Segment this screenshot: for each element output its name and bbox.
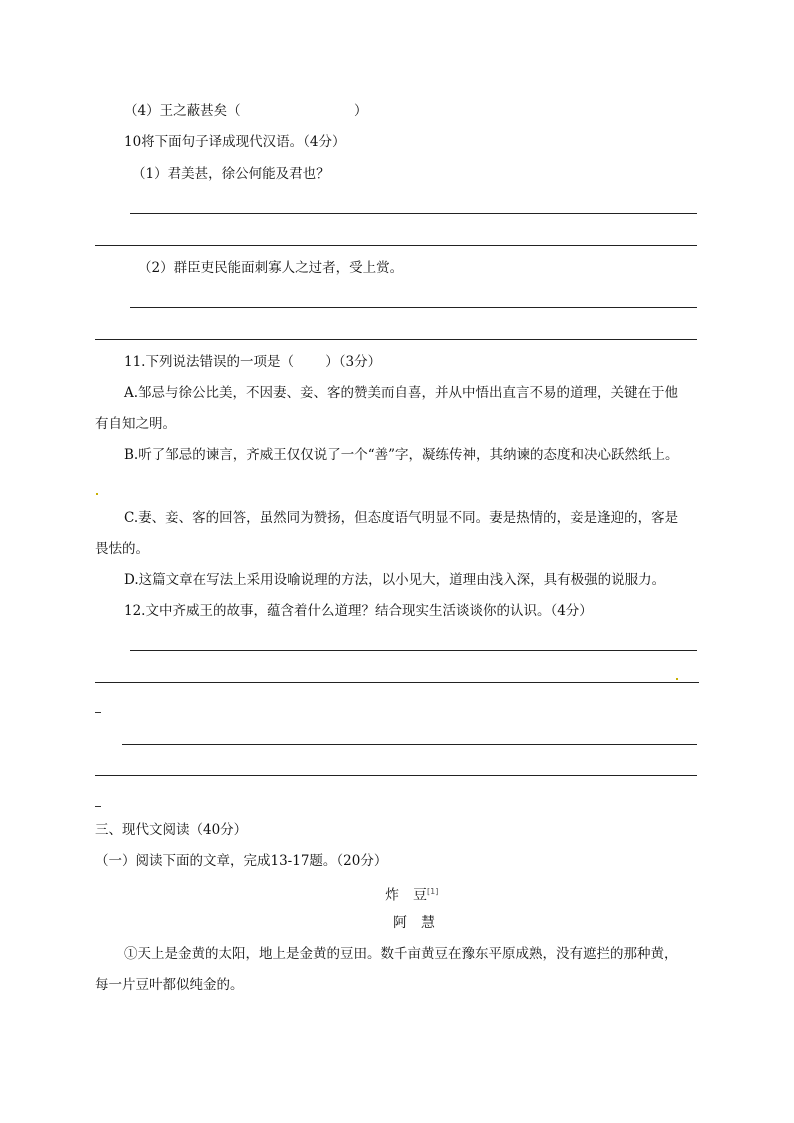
q10-title: 10将下面句子译成现代汉语。（4分） — [124, 134, 346, 150]
q11-option-d: D.这篇文章在写法上采用设喻说理的方法，以小见大，道理由浅入深，具有极强的说服力。 — [124, 572, 666, 588]
section3-heading: 三、现代文阅读（40分） — [95, 822, 248, 838]
q11-option-c-cont: 畏怯的。 — [95, 541, 149, 557]
article-title — [385, 883, 438, 905]
answer-line[interactable] — [95, 245, 697, 246]
stray-mark — [676, 678, 678, 680]
answer-line[interactable] — [130, 650, 697, 651]
dash-mark — [95, 712, 101, 713]
q11-option-b: B.听了邹忌的谏言，齐威王仅仅说了一个“善”字，凝练传神，其纳谏的态度和决心跃然纸上。 — [124, 447, 679, 463]
q11-title: 11.下列说法错误的一项是（ ）（3分） — [124, 354, 382, 370]
q9-item4-close: ） — [354, 103, 368, 119]
q11-option-a: A.邹忌与徐公比美，不因妻、妾、客的赞美而自喜，并从中悟出直言不易的道理，关键在于他 — [124, 385, 679, 401]
article-paragraph1: ①天上是金黄的太阳，地上是金黄的豆田。数千亩黄豆在豫东平原成熟，没有遮拦的那种黄， — [124, 946, 678, 962]
article-title-text: 炸 豆 — [385, 887, 427, 904]
section3-subheading: （一）阅读下面的文章，完成13-17题。（20分） — [95, 853, 388, 869]
q10-sentence2: （2）群臣吏民能面刺寡人之过者，受上赏。 — [138, 260, 404, 276]
article-author: 阿 慧 — [393, 915, 435, 931]
answer-line[interactable] — [130, 213, 697, 214]
article-title-note: [1] — [427, 887, 439, 896]
answer-line[interactable] — [122, 744, 697, 745]
dash-mark — [95, 806, 101, 807]
answer-line[interactable] — [130, 307, 697, 308]
q11-option-a-cont: 有自知之明。 — [95, 416, 176, 432]
answer-line[interactable] — [95, 339, 697, 340]
q12-title: 12.文中齐威王的故事，蕴含着什么道理？结合现实生活谈谈你的认识。（4分） — [124, 603, 593, 619]
q9-item4: （4）王之蔽甚矣（ — [124, 103, 241, 119]
answer-line[interactable] — [95, 682, 699, 683]
article-paragraph1-cont: 每一片豆叶都似纯金的。 — [95, 977, 244, 993]
q10-sentence1: （1）君美甚，徐公何能及君也？ — [132, 166, 330, 182]
stray-mark — [96, 493, 98, 495]
q11-option-c: C.妻、妾、客的回答，虽然同为赞扬，但态度语气明显不同。妻是热情的，妾是逢迎的，客是 — [124, 510, 679, 526]
answer-line[interactable] — [95, 775, 697, 776]
